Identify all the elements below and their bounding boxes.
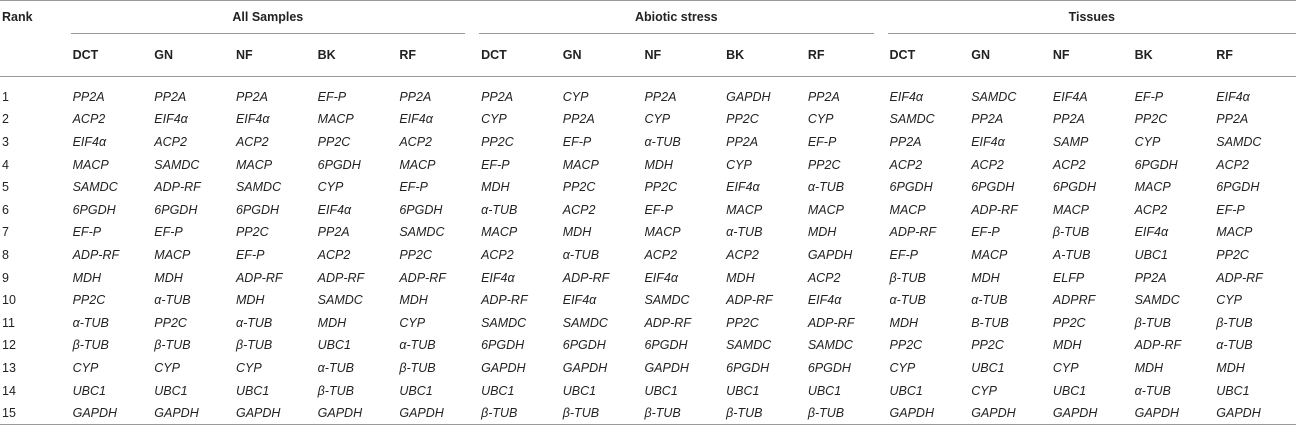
gene-cell: β-TUB [1134, 315, 1171, 330]
gene-cell: SAMDC [644, 293, 690, 308]
gene-cell: MDH [807, 225, 837, 240]
method-header: NF [234, 35, 316, 77]
gene-cell: ACP2 [1052, 157, 1086, 172]
gene-cell: EIF4α [644, 270, 678, 285]
rank-cell: 13 [2, 360, 16, 375]
gene-cell: β-TUB [317, 383, 354, 398]
gene-cell: β-TUB [399, 360, 436, 375]
gene-cell: EIF4α [154, 112, 188, 127]
gene-cell: EIF4α [971, 134, 1005, 149]
gene-cell: EF-P [481, 157, 510, 172]
gene-cell: α-TUB [1216, 338, 1253, 353]
gene-cell: EF-P [399, 180, 428, 195]
gene-cell: CYP [317, 180, 344, 195]
gene-cell: PP2C [562, 180, 596, 195]
method-header: GN [969, 35, 1051, 77]
gene-cell: UBC1 [399, 383, 433, 398]
gene-cell: ACP2 [1216, 157, 1249, 172]
rank-cell: 6 [2, 202, 9, 217]
table-row [0, 108, 1296, 131]
spacer-row [0, 77, 1296, 86]
gene-cell: ADP-RF [154, 180, 201, 195]
gene-cell: CYP [481, 112, 507, 127]
gene-cell: ADP-RF [399, 270, 446, 285]
gene-cell: SAMDC [154, 157, 200, 172]
gene-cell: EIF4α [807, 293, 842, 308]
gene-cell: CYP [807, 112, 834, 127]
gene-cell: UBC1 [889, 383, 923, 398]
gene-cell: 6PGDH [562, 338, 606, 353]
gene-cell: PP2A [562, 112, 595, 127]
table-row [0, 86, 1296, 109]
gene-cell: GAPDH [888, 402, 970, 425]
gene-cell: SAMDC [889, 112, 935, 127]
gene-cell: ADPRF [1052, 293, 1096, 308]
gene-cell: UBC1 [154, 383, 188, 398]
group-header-label: Tissues [888, 10, 1296, 34]
gene-cell: GAPDH [397, 402, 479, 425]
gene-cell: CYP [889, 360, 916, 375]
group-header-tissues [888, 1, 1296, 35]
method-header: RF [397, 35, 479, 77]
gene-cell: MACP [1134, 180, 1171, 195]
gene-cell: 6PGDH [72, 202, 116, 217]
gene-cell: B-TUB [971, 315, 1009, 330]
gene-cell: ELFP [1052, 270, 1085, 285]
table-body [0, 77, 1296, 425]
gene-cell: GAPDH [969, 402, 1051, 425]
gene-cell: EIF4α [399, 112, 433, 127]
gene-cell: A-TUB [1052, 247, 1091, 262]
gene-cell: α-TUB [399, 338, 436, 353]
gene-cell: α-TUB [807, 180, 845, 195]
gene-cell: PP2C [481, 134, 514, 149]
gene-cell: UBC1 [1052, 383, 1087, 398]
group-header-all-samples [71, 1, 479, 35]
gene-cell: MDH [72, 270, 102, 285]
table-row [0, 357, 1296, 380]
gene-cell: ADP-RF [726, 293, 773, 308]
gene-cell: SAMDC [971, 89, 1017, 104]
method-header: RF [806, 35, 888, 77]
table-row [0, 221, 1296, 244]
gene-cell: PP2A [1216, 112, 1249, 127]
gene-cell: MACP [154, 247, 191, 262]
gene-cell: β-TUB [235, 338, 273, 353]
gene-cell: EIF4α [235, 112, 270, 127]
gene-cell: MACP [644, 225, 681, 240]
gene-cell: CYP [726, 157, 752, 172]
gene-cell: 6PGDH [726, 360, 770, 375]
gene-cell: ADP-RF [562, 270, 610, 285]
gene-cell: EIF4α [889, 89, 924, 104]
gene-cell: PP2A [72, 89, 105, 104]
gene-cell: EIF4α [72, 134, 107, 149]
gene-cell: MACP [807, 202, 844, 217]
table-row [0, 244, 1296, 267]
gene-cell: β-TUB [1216, 315, 1253, 330]
gene-cell: CYP [399, 315, 426, 330]
gene-cell: β-TUB [72, 338, 109, 353]
gene-cell: EIF4α [1216, 89, 1250, 104]
gene-cell: ADP-RF [971, 202, 1018, 217]
gene-cell: α-TUB [971, 293, 1008, 308]
gene-cell: α-TUB [726, 225, 763, 240]
rank-cell: 2 [2, 112, 9, 127]
gene-cell: α-TUB [481, 202, 518, 217]
gene-cell: ADP-RF [889, 225, 937, 240]
gene-cell: SAMDC [726, 338, 772, 353]
gene-cell: SAMP [1052, 134, 1089, 149]
gene-cell: MACP [1216, 225, 1253, 240]
gene-cell: EF-P [72, 225, 102, 240]
gene-cell: α-TUB [562, 247, 600, 262]
gene-cell: β-TUB [806, 402, 888, 425]
gene-cell: PP2C [644, 180, 678, 195]
method-header-row [0, 35, 1296, 77]
table-row [0, 153, 1296, 176]
group-header-label: All Samples [71, 10, 465, 34]
gene-cell: ACP2 [72, 112, 106, 127]
gene-cell: 6PGDH [317, 157, 361, 172]
gene-cell: ADP-RF [72, 247, 120, 262]
gene-cell: PP2A [1134, 270, 1167, 285]
gene-cell: GAPDH [726, 89, 771, 104]
table-row [0, 198, 1296, 221]
gene-cell: ADP-RF [807, 315, 855, 330]
gene-cell: MDH [1134, 360, 1164, 375]
table-row [0, 176, 1296, 199]
gene-cell: PP2C [726, 112, 759, 127]
gene-cell: PP2A [399, 89, 432, 104]
gene-cell: SAMDC [1216, 134, 1262, 149]
gene-cell: SAMDC [399, 225, 445, 240]
table-row [0, 311, 1296, 334]
gene-cell: MACP [562, 157, 599, 172]
rank-cell: 12 [2, 338, 16, 353]
gene-cell: EF-P [889, 247, 919, 262]
table-row [0, 402, 1296, 425]
gene-cell: β-TUB [479, 402, 561, 425]
gene-cell: ADP-RF [317, 270, 365, 285]
gene-cell: CYP [971, 383, 997, 398]
gene-cell: α-TUB [235, 315, 273, 330]
gene-cell: ACP2 [644, 247, 678, 262]
gene-cell: ACP2 [1134, 202, 1168, 217]
gene-cell: UBC1 [726, 383, 760, 398]
gene-cell: EF-P [154, 225, 183, 240]
gene-cell: UBC1 [481, 383, 515, 398]
gene-cell: UBC1 [235, 383, 270, 398]
method-header: GN [561, 35, 643, 77]
gene-cell: PP2C [1216, 247, 1249, 262]
method-header: BK [1133, 35, 1215, 77]
rank-cell: 3 [2, 134, 9, 149]
gene-cell: PP2A [317, 225, 350, 240]
rank-cell: 8 [2, 247, 9, 262]
rank-cell: 10 [2, 293, 16, 308]
gene-cell: MACP [317, 112, 354, 127]
gene-cell: 6PGDH [235, 202, 280, 217]
group-header-row [0, 1, 1296, 35]
gene-cell: MACP [971, 247, 1008, 262]
gene-cell: UBC1 [72, 383, 106, 398]
gene-cell: EF-P [317, 89, 347, 104]
gene-cell: CYP [644, 112, 671, 127]
rank-cell: 11 [2, 315, 15, 330]
rank-cell: 15 [0, 402, 71, 425]
gene-cell: GAPDH [807, 247, 853, 262]
gene-cell: GAPDH [71, 402, 153, 425]
gene-cell: SAMDC [1134, 293, 1180, 308]
gene-cell: CYP [1216, 293, 1242, 308]
gene-cell: GAPDH [316, 402, 398, 425]
gene-cell: MDH [317, 315, 347, 330]
gene-cell: UBC1 [317, 338, 351, 353]
gene-cell: EIF4α [726, 180, 760, 195]
gene-cell: EF-P [644, 202, 673, 217]
gene-cell: MDH [154, 270, 183, 285]
gene-cell: PP2C [235, 225, 269, 240]
gene-cell: GAPDH [234, 402, 316, 425]
group-header-label: Abiotic stress [479, 10, 873, 34]
gene-cell: GAPDH [644, 360, 689, 375]
gene-cell: EIF4α [481, 270, 515, 285]
gene-cell: UBC1 [807, 383, 842, 398]
gene-cell: EIF4α [317, 202, 352, 217]
gene-cell: α-TUB [154, 293, 191, 308]
gene-cell: UBC1 [562, 383, 597, 398]
gene-cell: CYP [1052, 360, 1079, 375]
gene-cell: EF-P [235, 247, 265, 262]
gene-cell: PP2C [971, 338, 1004, 353]
gene-cell: 6PGDH [399, 202, 443, 217]
method-header: RF [1214, 35, 1296, 77]
gene-cell: ACP2 [399, 134, 432, 149]
group-header-abiotic-stress [479, 1, 887, 35]
gene-cell: ACP2 [807, 270, 841, 285]
gene-cell: β-TUB [642, 402, 724, 425]
gene-cell: ACP2 [971, 157, 1004, 172]
gene-cell: PP2C [807, 157, 841, 172]
gene-cell: ACP2 [317, 247, 351, 262]
gene-cell: EIF4α [562, 293, 597, 308]
table-row [0, 131, 1296, 154]
gene-cell: α-TUB [889, 293, 926, 308]
gene-cell: α-TUB [644, 134, 681, 149]
gene-cell: ADP-RF [644, 315, 691, 330]
gene-cell: GAPDH [1051, 402, 1133, 425]
method-header: NF [642, 35, 724, 77]
gene-cell: SAMDC [317, 293, 363, 308]
gene-cell: ACP2 [562, 202, 596, 217]
gene-cell: PP2A [644, 89, 677, 104]
gene-cell: ACP2 [726, 247, 759, 262]
gene-cell: 6PGDH [1134, 157, 1178, 172]
method-header: DCT [888, 35, 970, 77]
rank-header: Rank [0, 1, 71, 77]
method-header: DCT [479, 35, 561, 77]
gene-cell: CYP [72, 360, 99, 375]
gene-cell: ACP2 [889, 157, 923, 172]
gene-cell: PP2A [726, 134, 759, 149]
gene-cell: GAPDH [1133, 402, 1215, 425]
gene-cell: ADP-RF [1216, 270, 1263, 285]
gene-cell: MACP [235, 157, 273, 172]
gene-cell: EIF4A [1052, 89, 1088, 104]
gene-cell: SAMDC [562, 315, 608, 330]
gene-cell: CYP [154, 360, 180, 375]
gene-cell: ADP-RF [1134, 338, 1182, 353]
gene-cell: PP2A [971, 112, 1004, 127]
gene-cell: MDH [889, 315, 918, 330]
gene-cell: CYP [235, 360, 262, 375]
gene-cell: 6PGDH [644, 338, 688, 353]
gene-cell: GAPDH [481, 360, 526, 375]
gene-cell: PP2C [317, 134, 351, 149]
gene-cell: MACP [399, 157, 436, 172]
gene-cell: SAMDC [235, 180, 282, 195]
gene-cell: MDH [644, 157, 673, 172]
table-row [0, 379, 1296, 402]
gene-cell: PP2C [72, 293, 106, 308]
gene-cell: β-TUB [154, 338, 191, 353]
rank-cell: 5 [2, 180, 9, 195]
gene-cell: MACP [1052, 202, 1090, 217]
gene-cell: MDH [1052, 338, 1082, 353]
gene-cell: PP2C [1052, 315, 1086, 330]
gene-cell: SAMDC [807, 338, 853, 353]
gene-cell: PP2A [235, 89, 268, 104]
gene-cell: PP2A [889, 134, 922, 149]
gene-cell: MDH [562, 225, 592, 240]
table-row [0, 266, 1296, 289]
method-header: DCT [71, 35, 153, 77]
gene-cell: EF-P [1134, 89, 1164, 104]
gene-cell: PP2A [807, 89, 840, 104]
gene-cell: β-TUB [724, 402, 806, 425]
gene-cell: UBC1 [1134, 247, 1168, 262]
gene-cell: CYP [562, 89, 589, 104]
gene-cell: SAMDC [72, 180, 118, 195]
gene-cell: MACP [889, 202, 926, 217]
gene-cell: 6PGDH [807, 360, 851, 375]
table-row [0, 334, 1296, 357]
gene-cell: 6PGDH [1052, 180, 1096, 195]
gene-cell: GAPDH [562, 360, 608, 375]
gene-cell: PP2C [726, 315, 759, 330]
gene-cell: EF-P [807, 134, 837, 149]
gene-cell: MDH [1216, 360, 1245, 375]
rank-cell: 14 [2, 383, 16, 398]
table-row [0, 289, 1296, 312]
gene-cell: 6PGDH [889, 180, 933, 195]
gene-cell: β-TUB [889, 270, 926, 285]
gene-cell: MACP [726, 202, 763, 217]
method-header: NF [1051, 35, 1133, 77]
gene-cell: MDH [971, 270, 1000, 285]
gene-cell: α-TUB [72, 315, 109, 330]
rank-cell: 4 [2, 157, 9, 172]
gene-cell: GAPDH [1214, 402, 1296, 425]
gene-cell: EIF4α [1134, 225, 1169, 240]
gene-cell: MDH [481, 180, 510, 195]
gene-cell: MACP [72, 157, 109, 172]
gene-cell: α-TUB [317, 360, 354, 375]
gene-cell: PP2A [1052, 112, 1085, 127]
method-header: BK [724, 35, 806, 77]
gene-cell: ACP2 [481, 247, 514, 262]
gene-cell: MDH [399, 293, 428, 308]
rank-cell: 1 [2, 89, 9, 104]
gene-cell: EF-P [971, 225, 1000, 240]
gene-cell: MDH [726, 270, 755, 285]
gene-cell: ADP-RF [235, 270, 283, 285]
gene-cell: PP2A [154, 89, 187, 104]
method-header: BK [316, 35, 398, 77]
gene-cell: β-TUB [561, 402, 643, 425]
gene-cell: 6PGDH [481, 338, 525, 353]
gene-cell: 6PGDH [154, 202, 198, 217]
gene-cell: ACP2 [235, 134, 269, 149]
gene-cell: EF-P [562, 134, 592, 149]
gene-cell: PP2C [399, 247, 432, 262]
gene-cell: β-TUB [1052, 225, 1090, 240]
gene-cell: GAPDH [152, 402, 234, 425]
rank-cell: 7 [2, 225, 9, 240]
gene-cell: 6PGDH [1216, 180, 1260, 195]
gene-cell: PP2C [1134, 112, 1168, 127]
gene-cell: CYP [1134, 134, 1161, 149]
gene-cell: ACP2 [154, 134, 187, 149]
gene-cell: UBC1 [644, 383, 678, 398]
gene-cell: ADP-RF [481, 293, 528, 308]
gene-cell: SAMDC [481, 315, 527, 330]
gene-cell: MDH [235, 293, 265, 308]
gene-cell: MACP [481, 225, 518, 240]
gene-cell: UBC1 [1216, 383, 1250, 398]
rank-cell: 9 [2, 270, 9, 285]
gene-cell: α-TUB [1134, 383, 1171, 398]
gene-cell: PP2C [154, 315, 187, 330]
gene-cell: PP2A [481, 89, 514, 104]
method-header: GN [152, 35, 234, 77]
gene-cell: EF-P [1216, 202, 1245, 217]
gene-cell: PP2C [889, 338, 923, 353]
gene-cell: 6PGDH [971, 180, 1015, 195]
gene-cell: UBC1 [971, 360, 1005, 375]
